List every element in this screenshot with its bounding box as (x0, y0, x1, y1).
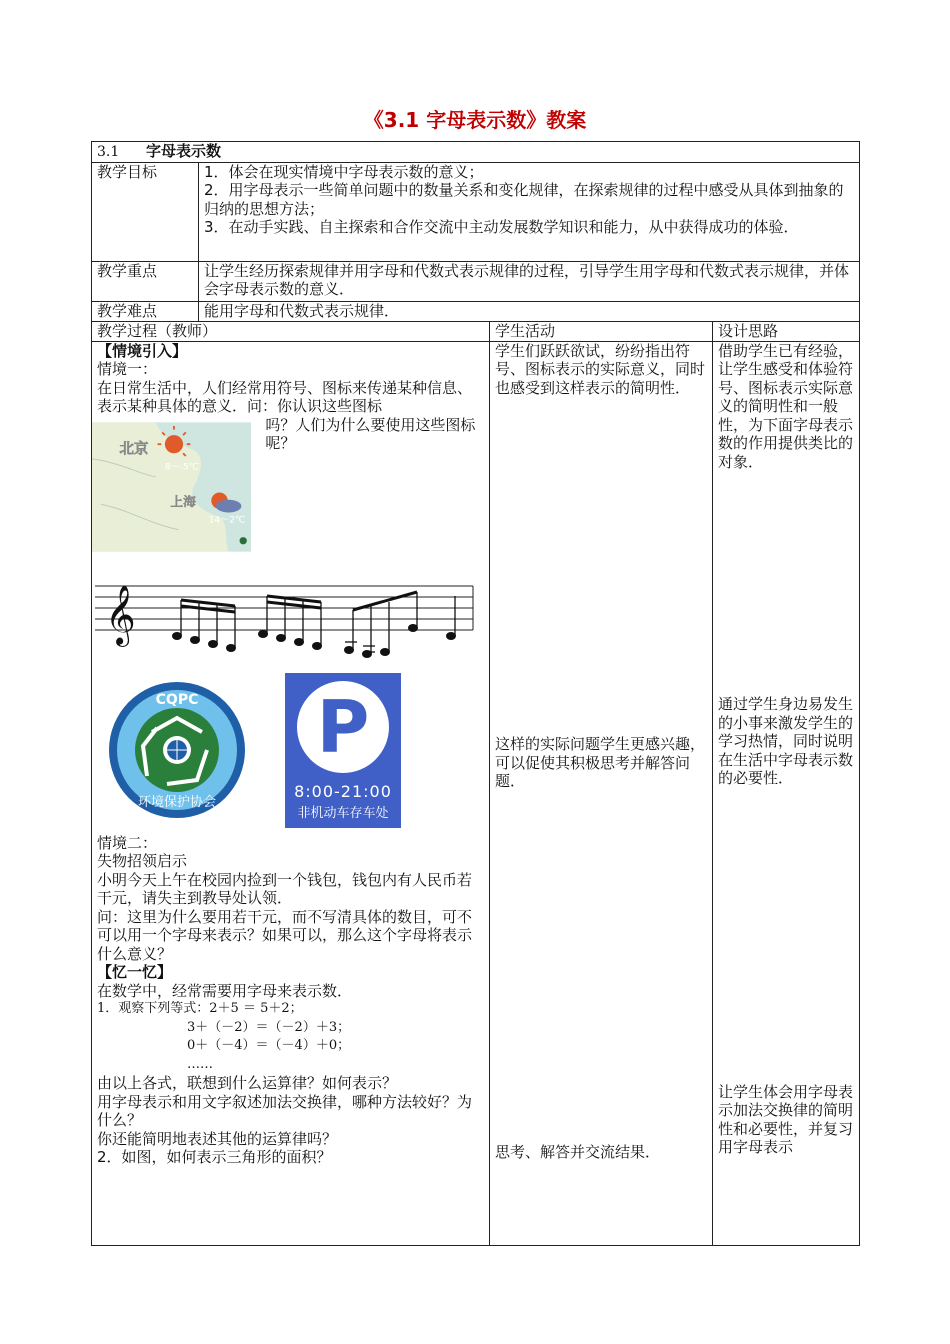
recall-question-2: 用字母表示和用文字叙述加法交换律，哪种方法较好？为什么？ (97, 1092, 473, 1129)
equation-3: 0＋（－4）＝（－4）＋0； (187, 1038, 351, 1053)
music-notes (172, 624, 456, 658)
equation-2: 3＋（－2）＝（－2）＋3； (187, 1019, 351, 1035)
student-cell (490, 341, 713, 1245)
weather-map-image (92, 416, 251, 558)
goal-1: 1．体会在现实情境中字母表示数的意义； (204, 162, 484, 181)
parking-letter: P (297, 681, 389, 773)
scene1-label: 情境一： (97, 360, 158, 378)
student-column-header: 学生活动 (490, 321, 713, 341)
recycle-logo-bottom-text: 环境保护协会 (137, 795, 217, 810)
difficulty-content: 能用字母和代数式表示规律． (199, 301, 860, 321)
key-label: 教学重点 (92, 261, 199, 301)
recall-question-4: 2．如图，如何表示三角形的面积？ (97, 1148, 332, 1166)
column-header-row (92, 321, 860, 341)
map-shanghai-label: 上海 (170, 494, 196, 510)
key-content: 让学生经历探索规律并用字母和代数式表示规律的过程，引导学生用字母和代数式表示规律，并体会字母表示数的意义． (199, 261, 860, 301)
lesson-topic: 字母表示数 (146, 142, 222, 160)
parking-time: 8:00-21:00 (294, 781, 392, 801)
recall-intro: 在数学中，经常需要用字母来表示数． (97, 981, 353, 1000)
recall-question-3: 你还能简明地表述其他的运算律吗？ (97, 1129, 338, 1148)
main-content-row (92, 341, 860, 1245)
student-activity-3: 思考、解答并交流结果． (495, 1142, 661, 1161)
equation-ellipsis: …… (187, 1056, 213, 1072)
difficulty-row (92, 301, 860, 321)
lesson-plan-table (91, 141, 860, 1246)
goals-row (92, 162, 860, 261)
lesson-header (92, 142, 860, 163)
scene2-question: 问：这里为什么要用若干元，而不写清具体的数目，可不可以用一个字母来表示？如果可以，那么这个字母将表示什么意义？ (97, 907, 473, 963)
lesson-number: 3.1 (97, 144, 120, 160)
music-staff-image (95, 566, 475, 661)
design-cell (713, 341, 860, 1245)
process-column-header: 教学过程（教师） (92, 321, 490, 341)
equation-1: 1．观察下列等式：2＋5 ＝ 5＋2； (97, 1001, 303, 1016)
design-note-1: 借助学生已有经验，让学生感受和体验符号、图标表示实际意义的简明性和一般性，为下面字母表示数的作用提供类比的对象． (718, 341, 854, 471)
map-beijing-temp: 8～-5℃ (164, 462, 200, 473)
section-recall-heading: 【忆一忆】 (97, 963, 173, 981)
scene1-question: 吗？人们为什么要使用这些图标呢？ (265, 415, 476, 452)
treble-clef-icon: 𝄞 (105, 584, 136, 645)
key-row (92, 261, 860, 301)
section-intro-heading: 【情境引入】 (97, 341, 188, 360)
process-cell (92, 341, 490, 1245)
map-figure-row (92, 416, 484, 558)
recycle-logo-image (107, 680, 247, 820)
difficulty-label: 教学难点 (92, 301, 199, 321)
goals-content (199, 162, 860, 261)
scene2-label: 情境二： (97, 833, 158, 852)
page-title: 《3.1 字母表示数》教案 (363, 108, 587, 132)
design-column-header: 设计思路 (713, 321, 860, 341)
map-shanghai-temp: 14～2℃ (208, 515, 246, 526)
scene2-title: 失物招领启示 (97, 852, 188, 870)
icon-figure-row (107, 673, 484, 828)
scene1-text: 在日常生活中，人们经常用符号、图标来传递某种信息、表示某种具体的意义．问：你认识这些图标 (97, 378, 473, 415)
goal-3: 3．在动手实践、自主探索和合作交流中主动发展数学知识和能力，从中获得成功的体验． (204, 218, 799, 236)
design-note-3: 让学生体会用字母表示加法交换律的简明性和必要性，并复习用字母表示 (718, 1082, 854, 1156)
map-beijing-label: 北京 (119, 439, 149, 457)
design-note-2: 通过学生身边易发生的小事来激发学生的学习热情，同时说明在生活中字母表示数的必要性． (718, 695, 854, 787)
goal-2: 2．用字母表示一些简单问题中的数量关系和变化规律，在探索规律的过程中感受从具体到抽象的归纳的思想方法； (204, 181, 844, 218)
table-header-row (92, 142, 860, 163)
student-activity-1: 学生们跃跃欲试，纷纷指出符号、图标表示的实际意义，同时也感受到这样表示的简明性． (495, 341, 706, 397)
recall-question-1: 由以上各式，联想到什么运算律？如何表示？ (97, 1074, 398, 1092)
recycle-logo-top-text: CQPC (155, 692, 199, 708)
parking-subtitle: 非机动车存车处 (297, 806, 389, 821)
scene2-text: 小明今天上午在校园内捡到一个钱包，钱包内有人民币若干元，请失主到教导处认领． (97, 870, 473, 907)
goals-label: 教学目标 (92, 162, 199, 261)
parking-sign-image (285, 673, 401, 828)
student-activity-2: 这样的实际问题学生更感兴趣，可以促使其积极思考并解答问题． (495, 735, 706, 790)
